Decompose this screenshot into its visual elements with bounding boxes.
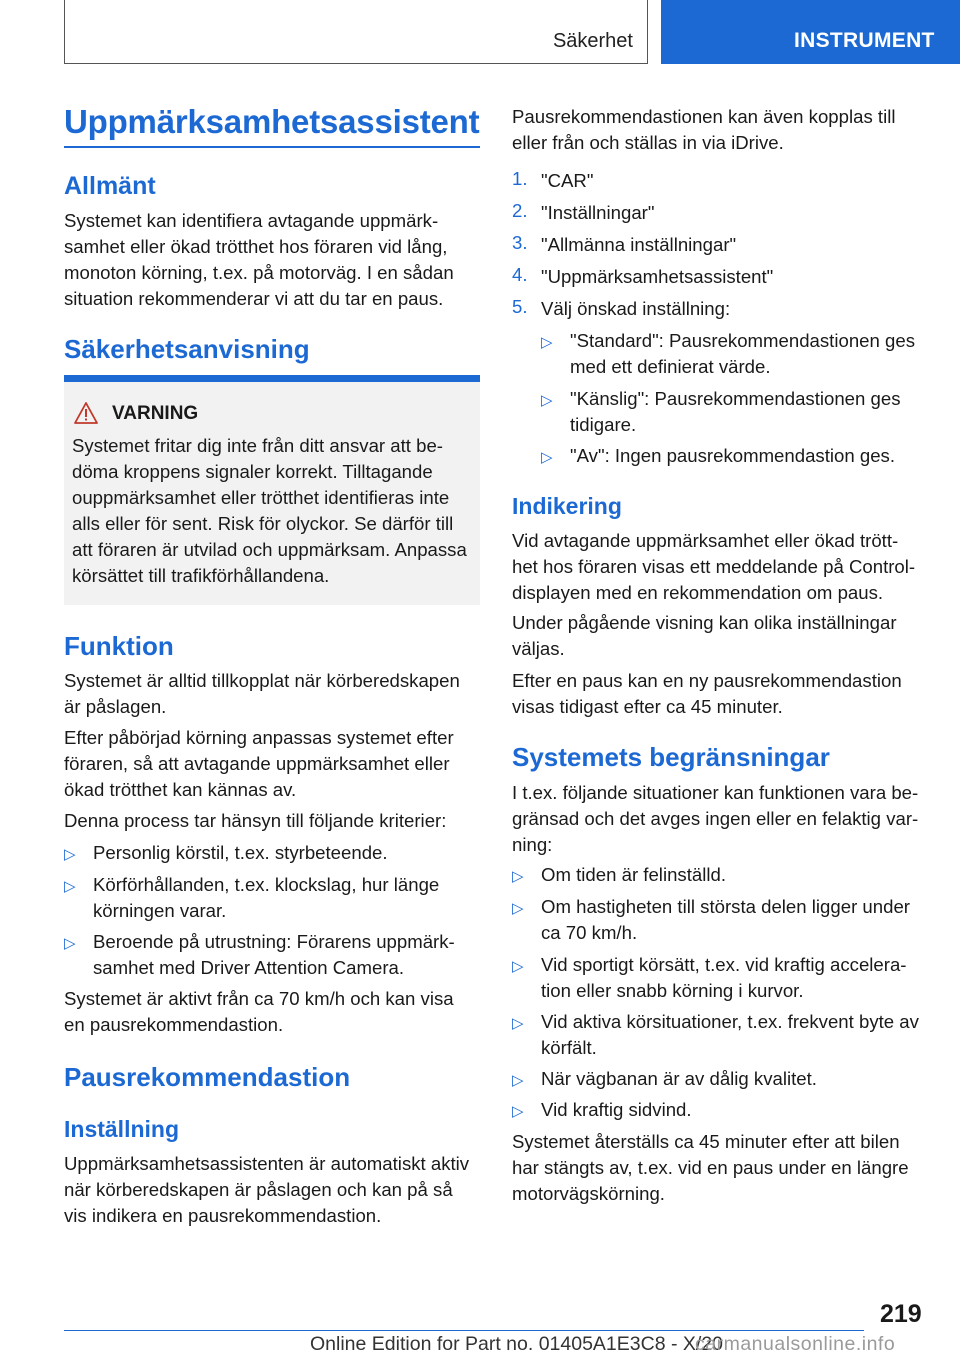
- general-line: samhet eller ökad trötthet hos föraren vid lång,: [64, 236, 448, 257]
- indication-text: displayen med en rekommendation om paus.: [512, 582, 884, 603]
- bullet-icon: ▷: [512, 1103, 524, 1120]
- function-text: Systemet är aktivt från ca 70 km/h och kan visa: [64, 988, 454, 1009]
- limit-item: körfält.: [541, 1037, 597, 1058]
- criteria-item: Beroende på utrustning: Förarens uppmärk‐: [93, 931, 455, 952]
- indication-text: visas tidigast efter ca 45 minuter.: [512, 696, 783, 717]
- step-text: "Inställningar": [541, 202, 655, 223]
- criteria-item: Personlig körstil, t.ex. styrbeteende.: [93, 842, 388, 863]
- title-rule: [64, 146, 480, 148]
- footer-edition: Online Edition for Part no. 01405A1E3C8 - X/20: [310, 1333, 724, 1355]
- function-text: Systemet är alltid tillkopplat när körberedskapen: [64, 670, 460, 691]
- bullet-icon: ▷: [64, 935, 76, 952]
- step-text: "CAR": [541, 170, 594, 191]
- indication-text: Under pågående visning kan olika inställningar: [512, 612, 897, 633]
- page-title: Uppmärksamhetsassistent: [64, 103, 480, 140]
- criteria-item: samhet med Driver Attention Camera.: [93, 957, 405, 978]
- limits-outro: Systemet återställs ca 45 minuter efter att bilen: [512, 1131, 900, 1152]
- step-number: 4.: [512, 264, 528, 285]
- bullet-icon: ▷: [541, 392, 553, 409]
- function-heading: Funktion: [64, 631, 174, 661]
- footer-rule: [64, 1330, 864, 1331]
- warning-line: att föraren är utvilad och uppmärksam. Anpassa: [72, 539, 467, 560]
- safety-heading: Säkerhetsanvisning: [64, 334, 310, 364]
- header-chapter-tab: [661, 0, 960, 64]
- limit-item: När vägbanan är av dålig kvalitet.: [541, 1068, 817, 1089]
- pause-heading: Pausrekommendastion: [64, 1062, 351, 1092]
- warning-title: VARNING: [112, 403, 199, 424]
- function-text: är påslagen.: [64, 696, 167, 717]
- option-item: "Av": Ingen pausrekommendastion ges.: [570, 445, 896, 466]
- setting-heading: Inställning: [64, 1116, 179, 1142]
- setting-line: vis indikera en pausrekommendastion.: [64, 1205, 382, 1226]
- limit-item: Vid sportigt körsätt, t.ex. vid kraftig accelera‐: [541, 954, 907, 975]
- step-text: "Uppmärksamhetsassistent": [541, 266, 774, 287]
- setting-line: när körberedskapen är påslagen och kan på så: [64, 1179, 453, 1200]
- general-line: monoton körning, t.ex. på motorväg. I en sådan: [64, 262, 454, 283]
- step-number: 2.: [512, 200, 528, 221]
- warning-box: [64, 375, 480, 605]
- warning-line: ouppmärksamhet eller trötthet identifieras inte: [72, 487, 450, 508]
- limit-item: ca 70 km/h.: [541, 922, 638, 943]
- criteria-item: Körförhållanden, t.ex. klockslag, hur länge: [93, 874, 440, 895]
- indication-text: Efter en paus kan en ny pausrekommendastion: [512, 670, 902, 691]
- page-number: 219: [880, 1300, 922, 1328]
- indication-text: väljas.: [512, 638, 565, 659]
- function-text: ökad trötthet kan kännas av.: [64, 779, 297, 800]
- intro-line: eller från och ställas in via iDrive.: [512, 132, 784, 153]
- limits-text: ning:: [512, 834, 553, 855]
- bullet-icon: ▷: [512, 868, 524, 885]
- indication-text: het hos föraren visas ett meddelande på Control-: [512, 556, 916, 577]
- warning-triangle-icon: [74, 402, 98, 424]
- header-chapter-label: INSTRUMENT: [794, 29, 935, 52]
- bullet-icon: ▷: [512, 1015, 524, 1032]
- warning-line: körsättet till trafikförhållandena.: [72, 565, 330, 586]
- option-item: tidigare.: [570, 414, 637, 435]
- general-heading: Allmänt: [64, 172, 156, 200]
- limit-item: Vid aktiva körsituationer, t.ex. frekvent byte av: [541, 1011, 919, 1032]
- bullet-icon: ▷: [541, 334, 553, 351]
- limit-item: Vid kraftig sidvind.: [541, 1099, 692, 1120]
- intro-line: Pausrekommendastionen kan även kopplas till: [512, 106, 896, 127]
- setting-line: Uppmärksamhetsassistenten är automatiskt aktiv: [64, 1153, 470, 1174]
- option-item: med ett definierat värde.: [570, 356, 771, 377]
- step-number: 5.: [512, 296, 528, 317]
- limits-heading: Systemets begränsningar: [512, 742, 830, 772]
- limit-item: tion eller snabb körning i kurvor.: [541, 980, 804, 1001]
- limits-text: I t.ex. följande situationer kan funktionen vara be‐: [512, 782, 919, 803]
- option-item: "Känslig": Pausrekommendastionen ges: [570, 388, 901, 409]
- bullet-icon: ▷: [64, 846, 76, 863]
- limits-outro: motorvägskörning.: [512, 1183, 665, 1204]
- warning-line: döma kroppens signaler korrekt. Tilltagande: [72, 461, 433, 482]
- limit-item: Om tiden är felinställd.: [541, 864, 726, 885]
- function-text: Denna process tar hänsyn till följande kriterier:: [64, 810, 447, 831]
- warning-line: alls eller för sent. Risk för olyckor. Se därför till: [72, 513, 454, 534]
- bullet-icon: ▷: [512, 958, 524, 975]
- limits-text: gränsad och det avges ingen eller en felaktig var‐: [512, 808, 919, 829]
- warning-line: Systemet fritar dig inte från ditt ansvar att be‐: [72, 435, 444, 456]
- step-number: 1.: [512, 168, 528, 189]
- header-section-tab: [64, 0, 648, 64]
- watermark: carmanualsonline.info: [695, 1333, 896, 1355]
- general-line: Systemet kan identifiera avtagande uppmärk‐: [64, 210, 439, 231]
- bullet-icon: ▷: [64, 878, 76, 895]
- bullet-icon: ▷: [512, 900, 524, 917]
- step-number: 3.: [512, 232, 528, 253]
- header-section-label: Säkerhet: [552, 30, 633, 52]
- limit-item: Om hastigheten till största delen ligger under: [541, 896, 910, 917]
- step-text: "Allmänna inställningar": [541, 234, 737, 255]
- function-text: föraren, så att avtagande uppmärksamhet eller: [64, 753, 450, 774]
- bullet-icon: ▷: [541, 449, 553, 466]
- general-line: situation rekommenderar vi att du tar en paus.: [64, 288, 444, 309]
- limits-outro: har stängts av, t.ex. vid en paus under en längre: [512, 1157, 909, 1178]
- function-text: en pausrekommendastion.: [64, 1014, 284, 1035]
- warning-bar: [64, 375, 480, 382]
- function-text: Efter påbörjad körning anpassas systemet efter: [64, 727, 454, 748]
- bullet-icon: ▷: [512, 1072, 524, 1089]
- criteria-item: körningen varar.: [93, 900, 227, 921]
- step-text: Välj önskad inställning:: [541, 298, 731, 319]
- option-item: "Standard": Pausrekommendastionen ges: [570, 330, 915, 351]
- indication-text: Vid avtagande uppmärksamhet eller ökad trött‐: [512, 530, 899, 551]
- indication-heading: Indikering: [512, 493, 622, 519]
